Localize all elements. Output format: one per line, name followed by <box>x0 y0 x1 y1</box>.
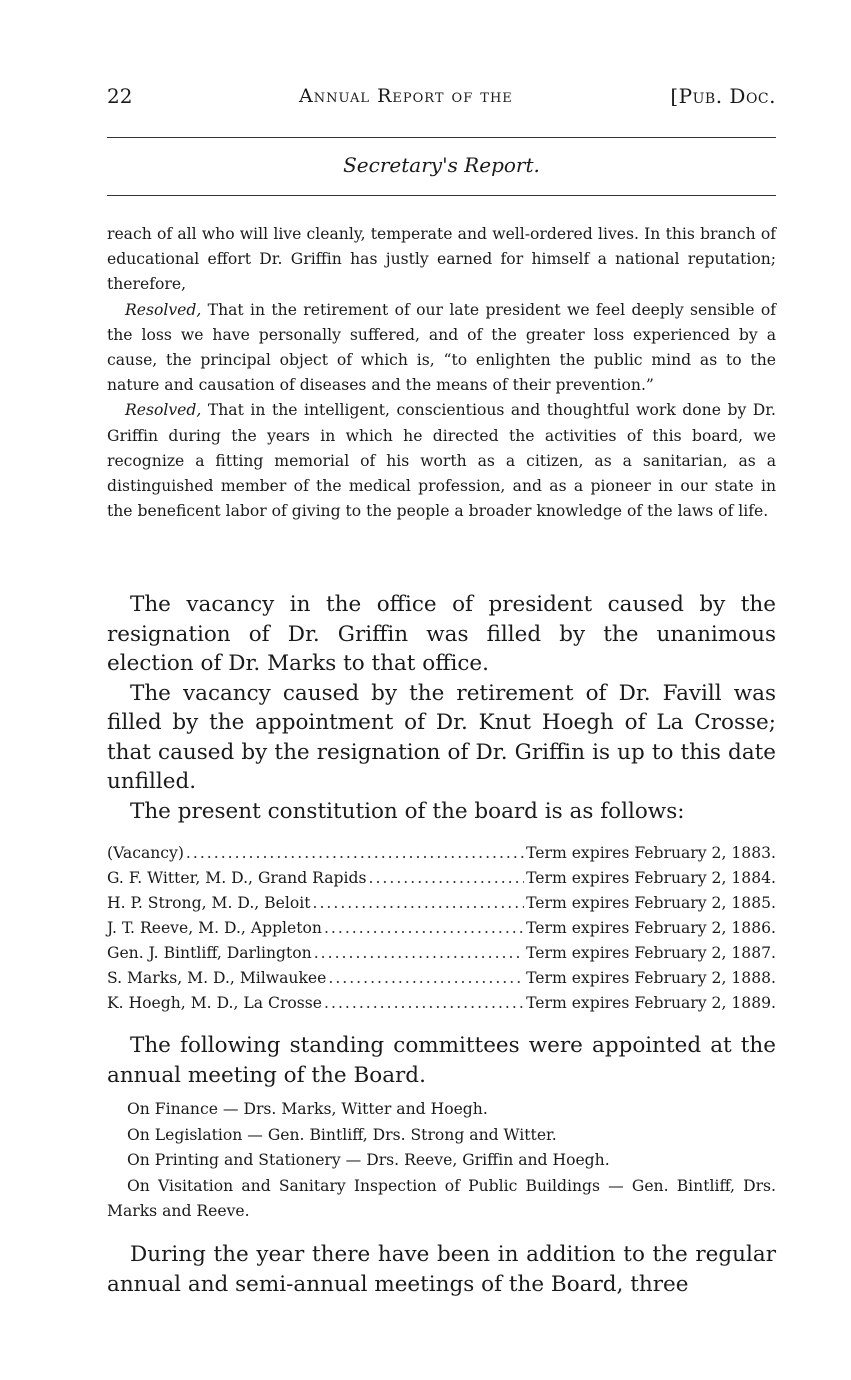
member-name: J. T. Reeve, M. D., Appleton <box>107 919 322 937</box>
continuation-paragraph: reach of all who will live cleanly, temperate and well-ordered lives. In this branch of educational effort Dr. Griffin has justly earned for himself a national reputation; therefore, <box>107 225 776 294</box>
member-name: S. Marks, M. D., Milwaukee <box>107 969 327 987</box>
header-rule-top <box>107 137 776 138</box>
page-number: 22 <box>107 84 133 108</box>
member-term: Term expires February 2, 1883. <box>526 844 776 862</box>
member-row <box>107 919 776 944</box>
meetings-block <box>107 1240 776 1299</box>
committee-item: On Printing and Stationery — Drs. Reeve, Griffin and Hoegh. <box>127 1151 610 1169</box>
member-row <box>107 944 776 969</box>
resolution-1 <box>107 298 776 399</box>
resolved-word: Resolved, <box>125 401 202 420</box>
committees-intro-block <box>107 1031 776 1090</box>
member-name: K. Hoegh, M. D., La Crosse <box>107 994 323 1012</box>
board-member-list <box>107 844 776 1019</box>
dot-leader <box>313 894 525 912</box>
dot-leader <box>328 969 524 987</box>
dot-leader <box>324 919 524 937</box>
constitution-intro: The present constitution of the board is as follows: <box>130 798 685 824</box>
dot-leader <box>314 944 524 962</box>
resolution-2-text: That in the intelligent, conscientious and thoughtful work done by Dr. Griffin during the years in which he directed the activities of this board, we recognize a fitting memorial of his worth as a citizen, as a sanitarian, as a distinguished member of the medical profession, and as a pioneer in our state in the beneficent labor of giving to the people a broader knowledge of the laws of life. <box>107 401 776 521</box>
page-header <box>107 84 776 114</box>
running-title: Annual Report of the <box>299 85 513 107</box>
dot-leader <box>186 844 524 862</box>
dot-leader <box>369 869 525 887</box>
resolved-word: Resolved, <box>125 300 202 319</box>
member-row <box>107 869 776 894</box>
member-term: Term expires February 2, 1885. <box>526 894 776 912</box>
committee-item: On Legislation — Gen. Bintliff, Drs. Strong and Witter. <box>127 1125 557 1144</box>
dot-leader <box>324 994 524 1012</box>
member-name: (Vacancy) <box>107 844 184 862</box>
member-term: Term expires February 2, 1889. <box>526 994 776 1012</box>
committee-list <box>107 1097 776 1225</box>
resolutions-block <box>107 222 776 524</box>
header-rule-bottom <box>107 195 776 196</box>
vacancy-president-paragraph: The vacancy in the office of president caused by the resignation of Dr. Griffin was filled by the unanimous election of Dr. Marks to that office. <box>107 592 776 676</box>
member-row <box>107 994 776 1019</box>
member-term: Term expires February 2, 1888. <box>526 969 776 987</box>
member-name: H. P. Strong, M. D., Beloit <box>107 894 311 912</box>
meetings-paragraph: During the year there have been in addition to the regular annual and semi-annual meetings of the Board, three <box>107 1242 776 1297</box>
committee-item: On Finance — Drs. Marks, Witter and Hoegh. <box>127 1100 488 1118</box>
committees-intro: The following standing committees were appointed at the annual meeting of the Board. <box>107 1033 776 1088</box>
committee-item: On Visitation and Sanitary Inspection of Public Buildings — Gen. Bintliff, Drs. Marks and Reeve. <box>107 1176 776 1220</box>
member-row <box>107 969 776 994</box>
member-name: G. F. Witter, M. D., Grand Rapids <box>107 869 367 887</box>
resolution-1-text: That in the retirement of our late president we feel deeply sensible of the loss we have personally suffered, and of the greater loss experienced by a cause, the principal object of which is, “to enlighten the public mind as to the nature and causation of diseases and the means of their prevention.” <box>107 300 776 395</box>
vacancy-favill-paragraph: The vacancy caused by the retirement of Dr. Favill was filled by the appointment of Dr. Knut Hoegh of La Crosse; that caused by the resignation of Dr. Griffin is up to this date unfilled. <box>107 680 776 794</box>
section-title: Secretary's Report. <box>343 153 540 177</box>
document-reference: [Pub. Doc. <box>670 84 776 108</box>
resolution-2 <box>107 398 776 524</box>
member-row <box>107 844 776 869</box>
member-term: Term expires February 2, 1886. <box>526 919 776 937</box>
member-name: Gen. J. Bintliff, Darlington <box>107 944 312 962</box>
vacancy-block <box>107 590 776 826</box>
member-row <box>107 894 776 919</box>
member-term: Term expires February 2, 1887. <box>526 944 776 962</box>
member-term: Term expires February 2, 1884. <box>526 869 776 887</box>
